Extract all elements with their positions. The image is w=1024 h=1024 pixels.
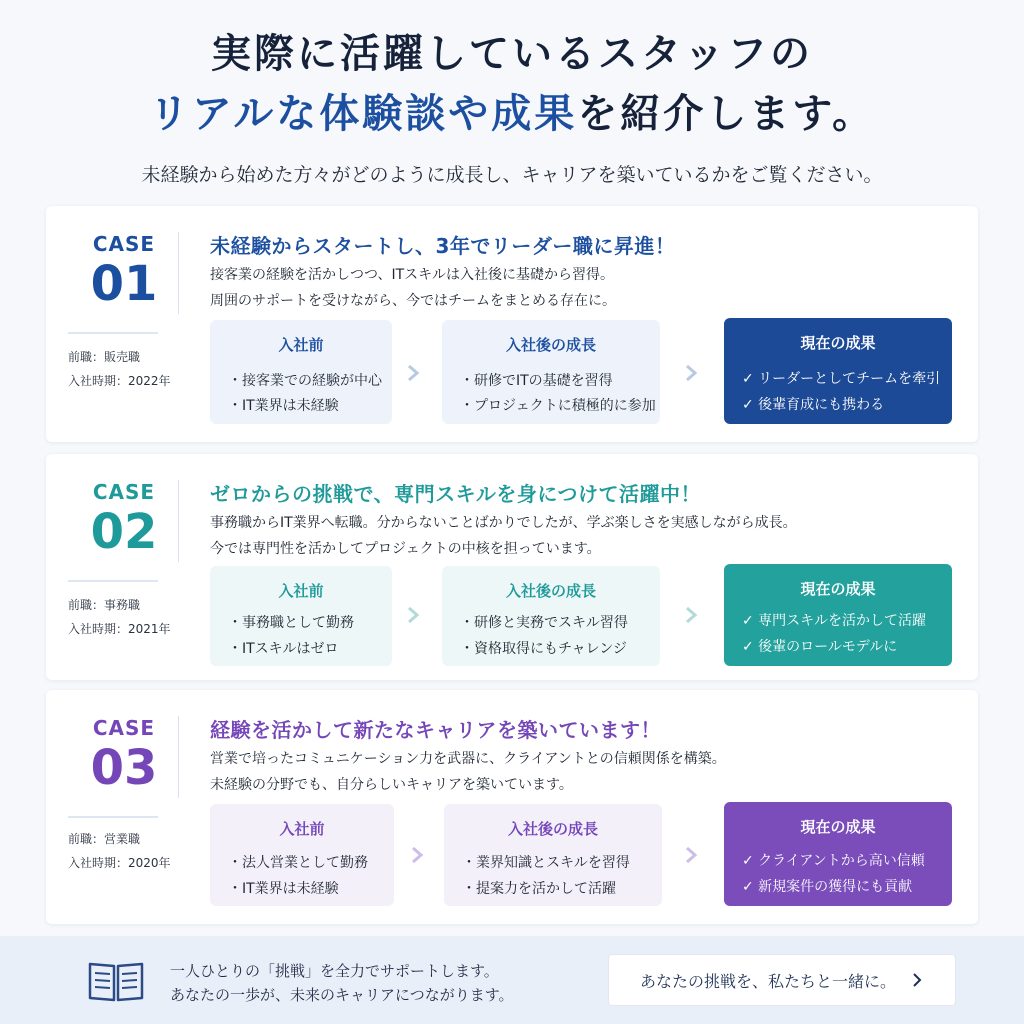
chevron-right-icon xyxy=(406,844,428,866)
step-result-title: 現在の成果 xyxy=(800,334,876,352)
step-growth-item: ・業界知識とスキルを習得 xyxy=(462,855,630,871)
step-before xyxy=(210,566,392,666)
case-description-line1: 事務職からIT業界へ転職。分からないことばかりでしたが、学ぶ楽しさを実感しながら成長。 xyxy=(210,515,797,531)
step-result-item: ✓ 新規案件の獲得にも貢献 xyxy=(742,879,913,895)
case-vertical-divider xyxy=(178,480,179,562)
page-title-highlight: リアルな体験談や成果 xyxy=(148,90,578,137)
case-vertical-divider xyxy=(178,232,179,314)
step-result-title: 現在の成果 xyxy=(800,818,876,836)
chevron-right-icon xyxy=(680,844,702,866)
chevron-right-icon xyxy=(680,604,702,626)
case-divider xyxy=(68,816,158,818)
step-growth-title: 入社後の成長 xyxy=(507,820,598,838)
case-join-date: 入社時期：2020年 xyxy=(68,856,171,870)
case-card-03 xyxy=(46,690,978,924)
case-prev-job: 前職：事務職 xyxy=(68,598,141,612)
case-id-block xyxy=(68,206,180,442)
case-card-02 xyxy=(46,454,978,680)
chevron-right-icon xyxy=(910,972,924,988)
case-description-line2: 周囲のサポートを受けながら、今ではチームをまとめる存在に。 xyxy=(210,293,616,309)
step-result-item: ✓ 専門スキルを活かして活躍 xyxy=(742,613,927,629)
case-heading: 経験を活かして新たなキャリアを築いています！ xyxy=(210,718,661,742)
footer-message-line2: あなたの一歩が、未来のキャリアにつながります。 xyxy=(170,986,514,1004)
step-growth-item: ・プロジェクトに積極的に参加 xyxy=(460,398,656,414)
case-heading: 未経験からスタートし、3年でリーダー職に昇進！ xyxy=(210,234,676,258)
chevron-right-icon xyxy=(402,362,424,384)
step-before-item: ・法人営業として勤務 xyxy=(228,855,368,871)
case-card-01 xyxy=(46,206,978,442)
case-description-line2: 未経験の分野でも、自分らしいキャリアを築いています。 xyxy=(210,777,573,793)
step-result xyxy=(724,564,952,666)
step-before xyxy=(210,804,394,906)
step-result-title: 現在の成果 xyxy=(800,580,876,598)
case-prev-job: 前職：営業職 xyxy=(68,832,141,846)
chevron-right-icon xyxy=(402,604,424,626)
case-number: 01 xyxy=(90,256,158,312)
step-before-item: ・IT業界は未経験 xyxy=(228,881,339,897)
step-growth-item: ・研修でITの基礎を習得 xyxy=(460,373,613,389)
chevron-right-icon xyxy=(680,362,702,384)
case-id-block xyxy=(68,454,180,680)
case-description-line2: 今では専門性を活かしてプロジェクトの中核を担っています。 xyxy=(210,541,601,557)
step-before-title: 入社前 xyxy=(279,820,325,838)
case-label: CASE xyxy=(92,716,156,740)
step-before-title: 入社前 xyxy=(278,582,324,600)
step-growth-item: ・提案力を活かして活躍 xyxy=(462,881,616,897)
cta-button-label: あなたの挑戦を、私たちと一緒に。 xyxy=(639,971,896,991)
step-before-item: ・IT業界は未経験 xyxy=(228,398,339,414)
step-growth-item: ・資格取得にもチャレンジ xyxy=(460,641,627,657)
step-growth-title: 入社後の成長 xyxy=(505,336,596,354)
page-subtitle: 未経験から始めた方々がどのように成長し、キャリアを築いているかをご覧ください。 xyxy=(141,164,883,186)
step-before-item: ・事務職として勤務 xyxy=(228,615,354,631)
step-result-item: ✓ 後輩育成にも携わる xyxy=(742,397,885,413)
step-result-item: ✓ リーダーとしてチームを牽引 xyxy=(742,371,941,387)
case-heading: ゼロからの挑戦で、専門スキルを身につけて活躍中！ xyxy=(210,482,701,506)
step-before-item: ・接客業での経験が中心 xyxy=(228,373,382,389)
case-number: 03 xyxy=(90,740,158,796)
step-growth xyxy=(444,804,662,906)
page-title-line2 xyxy=(0,82,1024,139)
case-id-block xyxy=(68,690,180,924)
step-growth xyxy=(442,566,660,666)
case-prev-job: 前職：販売職 xyxy=(68,350,141,364)
page-title-rest: を紹介します。 xyxy=(577,90,876,137)
step-result xyxy=(724,318,952,424)
case-description-line1: 接客業の経験を活かしつつ、ITスキルは入社後に基礎から習得。 xyxy=(210,267,614,283)
case-divider xyxy=(68,332,158,334)
cta-button[interactable] xyxy=(608,954,956,1006)
step-result-item: ✓ クライアントから高い信頼 xyxy=(742,853,925,869)
footer-message-line1: 一人ひとりの「挑戦」を全力でサポートします。 xyxy=(170,962,499,980)
step-before xyxy=(210,320,392,424)
step-result-item: ✓ 後輩のロールモデルに xyxy=(742,639,898,655)
step-before-title: 入社前 xyxy=(278,336,324,354)
open-book-icon xyxy=(86,956,146,1004)
case-label: CASE xyxy=(92,232,156,256)
step-growth-item: ・研修と実務でスキル習得 xyxy=(460,615,628,631)
step-growth xyxy=(442,320,660,424)
case-label: CASE xyxy=(92,480,156,504)
case-divider xyxy=(68,580,158,582)
case-join-date: 入社時期：2021年 xyxy=(68,622,171,636)
step-before-item: ・ITスキルはゼロ xyxy=(228,641,339,657)
case-join-date: 入社時期：2022年 xyxy=(68,374,171,388)
case-vertical-divider xyxy=(178,716,179,798)
step-growth-title: 入社後の成長 xyxy=(505,582,596,600)
footer-banner xyxy=(0,936,1024,1024)
case-number: 02 xyxy=(90,504,158,560)
case-description-line1: 営業で培ったコミュニケーション力を武器に、クライアントとの信頼関係を構築。 xyxy=(210,751,726,767)
step-result xyxy=(724,802,952,906)
page-title-line1: 実際に活躍しているスタッフの xyxy=(211,30,813,77)
